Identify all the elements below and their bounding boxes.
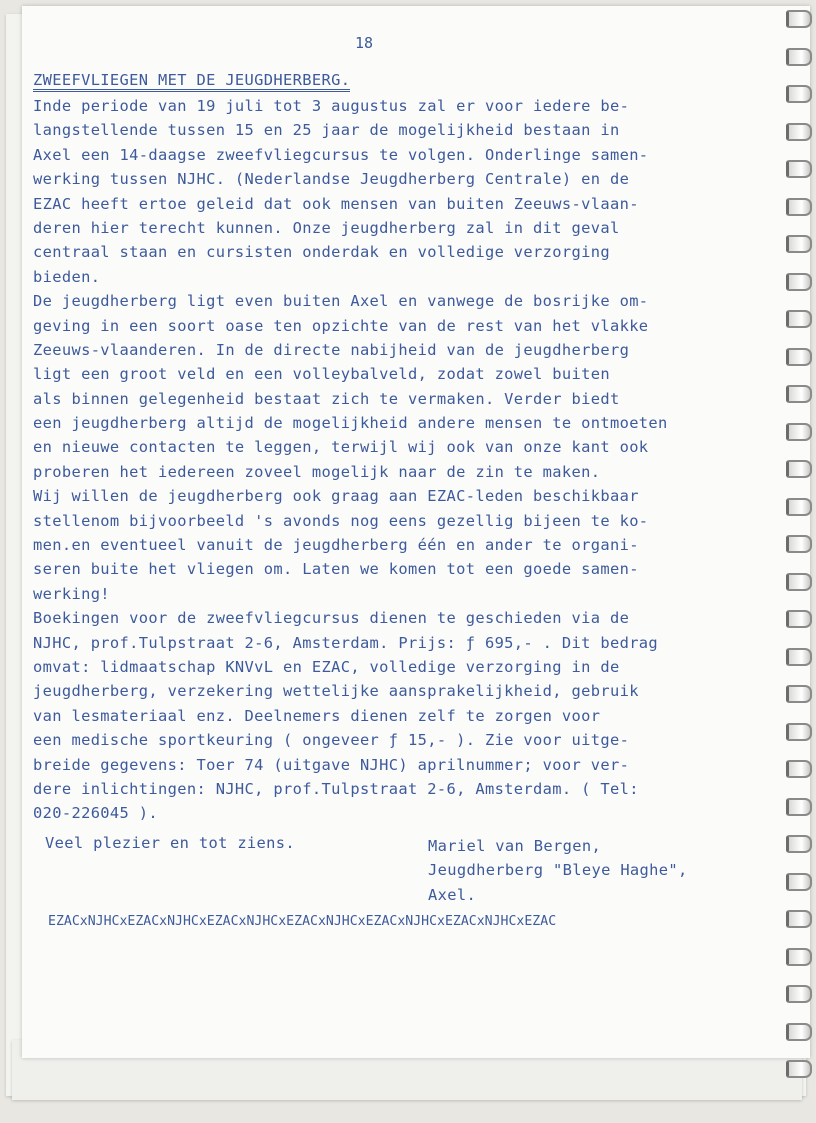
signature-place: Axel. [428,885,477,904]
binding-ring [786,85,812,103]
binding-ring [786,873,812,891]
binding-ring [786,498,812,516]
binding-ring [786,273,812,291]
binding-ring [786,1023,812,1041]
binding-ring [786,610,812,628]
signature-block [428,834,688,907]
binding-ring [786,760,812,778]
binding-ring [786,235,812,253]
body-line: seren buite het vliegen om. Laten we komen tot een goede samen- [33,560,639,579]
binding-ring [786,648,812,666]
body-line: breide gegevens: Toer 74 (uitgave NJHC) aprilnummer; voor ver- [33,755,630,774]
binding-ring [786,723,812,741]
binding-ring [786,948,812,966]
body-line: deren hier terecht kunnen. Onze jeugdherberg zal in dit geval [33,218,620,237]
body-line: werking! [33,584,110,603]
signature-name: Mariel van Bergen, [428,837,602,855]
body-line: Wij willen de jeugdherberg ook graag aan EZAC-leden beschikbaar [33,487,639,506]
binding-ring [786,910,812,928]
body-line: Zeeuws-vlaanderen. In de directe nabijheid van de jeugdherberg [33,340,630,359]
footer-ornament-line: EZACxNJHCxEZACxNJHCxEZACxNJHCxEZACxNJHCxEZACxNJHCxEZACxNJHCxEZAC [48,914,557,929]
article-title: ZWEEFVLIEGEN MET DE JEUGDHERBERG. [33,72,350,92]
article-body [33,94,753,826]
body-line: ligt een groot veld en een volleybalveld, zodat zowel buiten [33,365,610,384]
binding-ring [786,123,812,141]
binding-ring [786,348,812,366]
binding-ring [786,310,812,328]
body-line: centraal staan en cursisten onderdak en volledige verzorging [33,243,610,262]
binding-ring [786,535,812,553]
body-line: geving in een soort oase ten opzichte van de rest van het vlakke [33,316,649,335]
body-line: De jeugdherberg ligt even buiten Axel en vanwege de bosrijke om- [33,292,649,311]
body-line: een medische sportkeuring ( ongeveer ƒ 15,- ). Zie voor uitge- [33,731,630,750]
spiral-binding [776,0,816,1123]
body-line: als binnen gelegenheid bestaat zich te vermaken. Verder biedt [33,389,620,408]
body-line: proberen het iedereen zoveel mogelijk naar de zin te maken. [33,462,601,481]
body-line: men.en eventueel vanuit de jeugdherberg één en ander te organi- [33,536,639,555]
binding-ring [786,160,812,178]
body-line: Inde periode van 19 juli tot 3 augustus zal er voor iedere be- [33,97,630,115]
body-line: van lesmateriaal enz. Deelnemers dienen zelf te zorgen voor [33,706,601,725]
body-line: werking tussen NJHC. (Nederlandse Jeugdherberg Centrale) en de [33,170,630,189]
body-line: Axel een 14-daagse zweefvliegcursus te volgen. Onderlinge samen- [33,145,649,164]
closing-line: Veel plezier en tot ziens. [45,834,296,852]
binding-ring [786,198,812,216]
page-number: 18 [355,34,374,52]
body-line: een jeugdherberg altijd de mogelijkheid andere mensen te ontmoeten [33,414,668,433]
binding-ring [786,1060,812,1078]
body-line: en nieuwe contacten te leggen, terwijl wij ook van onze kant ook [33,438,649,457]
binding-ring [786,423,812,441]
body-line: langstellende tussen 15 en 25 jaar de mogelijkheid bestaan in [33,121,620,140]
signature-organization: Jeugdherberg "Bleye Haghe", [428,861,688,880]
body-line: 020-226045 ). [33,804,159,823]
binding-ring [786,48,812,66]
body-line: stellenom bijvoorbeeld 's avonds nog eens gezellig bijeen te ko- [33,511,649,530]
binding-ring [786,835,812,853]
body-line: dere inlichtingen: NJHC, prof.Tulpstraat 2-6, Amsterdam. ( Tel: [33,779,639,798]
body-line: jeugdherberg, verzekering wettelijke aansprakelijkheid, gebruik [33,682,639,701]
body-line: EZAC heeft ertoe geleid dat ook mensen van buiten Zeeuws-vlaan- [33,194,639,213]
body-line: NJHC, prof.Tulpstraat 2-6, Amsterdam. Prijs: ƒ 695,- . Dit bedrag [33,633,659,652]
binding-ring [786,685,812,703]
binding-ring [786,10,812,28]
binding-ring [786,798,812,816]
binding-ring [786,985,812,1003]
binding-ring [786,460,812,478]
body-line: Boekingen voor de zweefvliegcursus dienen te geschieden via de [33,609,630,628]
body-line: bieden. [33,267,101,286]
body-line: omvat: lidmaatschap KNVvL en EZAC, volledige verzorging in de [33,657,620,676]
binding-ring [786,573,812,591]
binding-ring [786,385,812,403]
